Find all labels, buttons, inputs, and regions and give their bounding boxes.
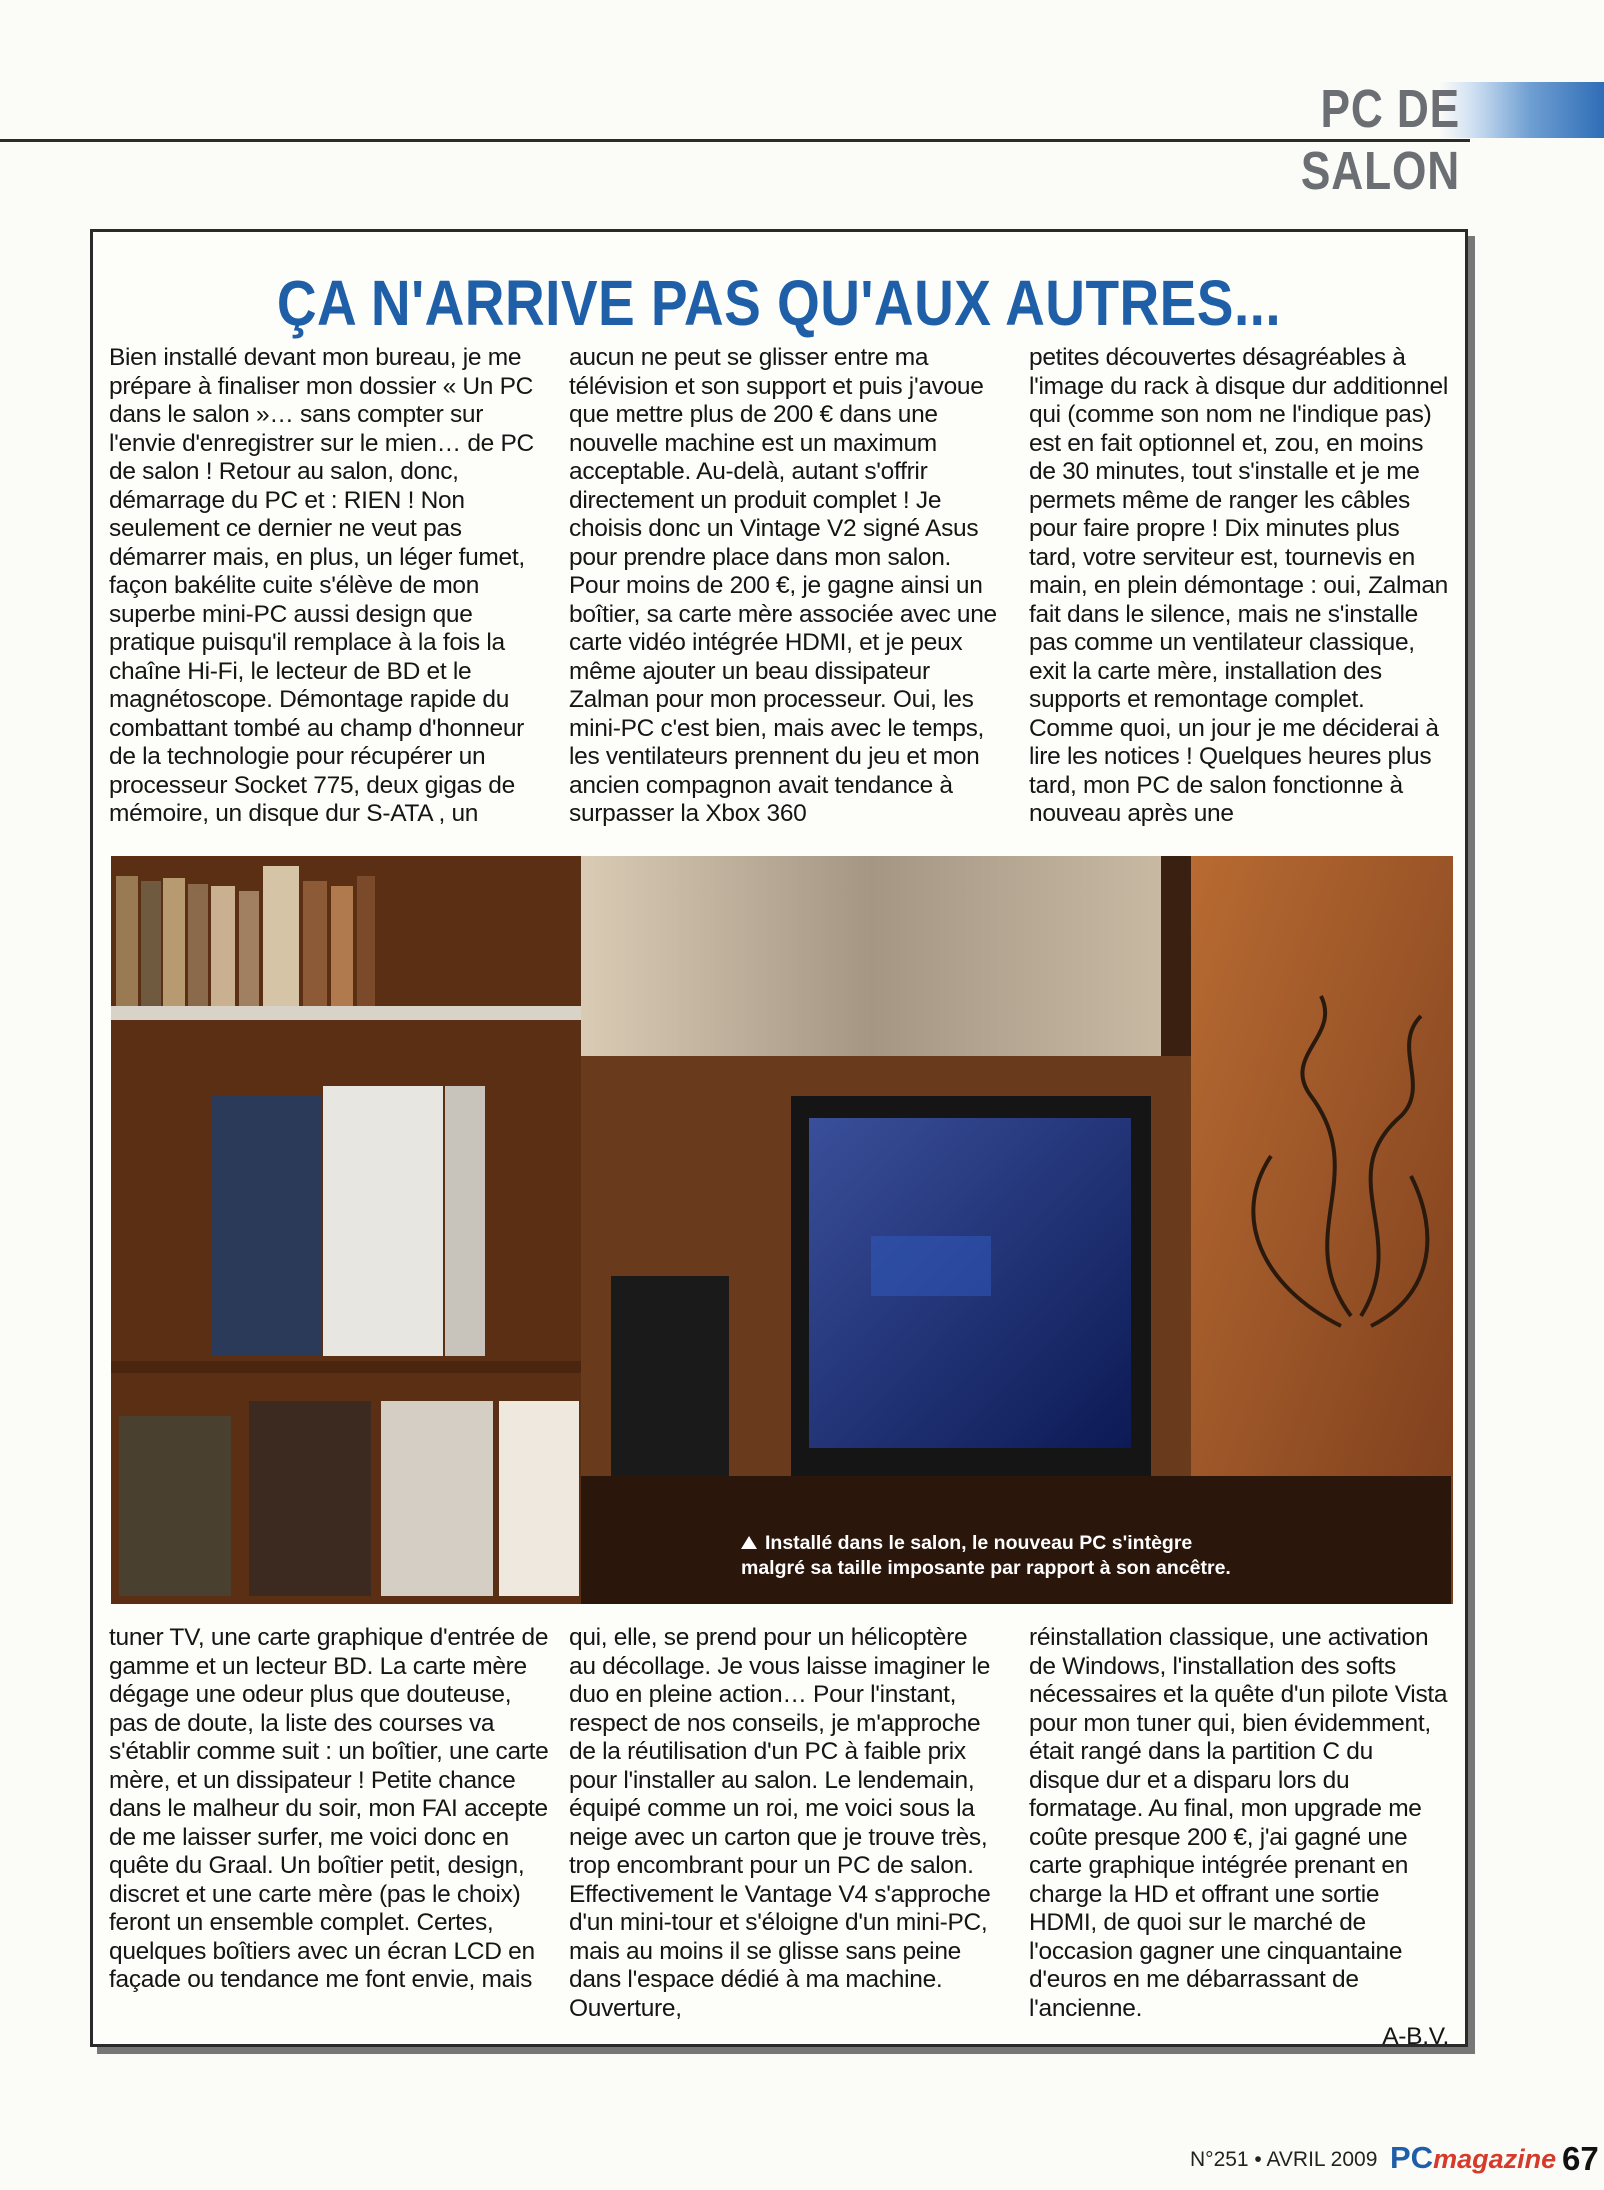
text-column-3 [1029,344,1449,829]
page-number: 67 [1562,2140,1599,2177]
text-column-5 [569,1624,999,2023]
photo-illustration [111,856,1453,1604]
magazine-logo: PCmagazine [1390,2140,1557,2175]
paragraph: réinstallation classique, une activation de Windows, l'installation des softs nécessaires et la quête d'un pilote Vista pour mon tuner qui, bien évidemment, était rangé dans la partition C du disque dur et a disparu lors du formatage. Au final, mon upgrade me coûte presque 200 €, j'ai gagné une carte graphique intégrée prenant en charge la HD et offrant une sortie HDMI, de quoi sur le marché de l'occasion gagner une cinquantaine d'euros en me débarrassant de l'ancienne. [1029,1624,1448,2022]
paragraph: qui, elle, se prend pour un hélicoptère au décollage. Je vous laisse imaginer le duo en pleine action… Pour l'instant, respect de nos conseils, je m'approche de la réutilisation d'un PC à faible prix pour l'installer au salon. Le lendemain, équipé comme un roi, me voici sous la neige avec un carton que je trouve très, trop encombrant pour un PC de salon. Effectivement le Vantage V4 s'approche d'un mini-tour et s'éloigne d'un mini-PC, mais au moins il se glisse sans peine dans l'espace dédié à ma machine. Ouverture, [569,1624,991,2022]
living-room-photo [111,856,1453,1604]
dvd-cases [119,1401,579,1596]
caption-line-2: malgré sa taille imposante par rapport à son ancêtre. [741,1557,1231,1579]
author-signature: A-B.V. [1382,2023,1449,2050]
page-footer [1190,2140,1599,2180]
section-tab [1440,82,1604,138]
paragraph: tuner TV, une carte graphique d'entrée de gamme et un lecteur BD. La carte mère dégage une odeur plus que douteuse, pas de doute, la liste des courses va s'établir comme suit : un boîtier, une carte mère, et un dissipateur ! Petite chance dans le malheur du soir, mon FAI accepte de me laisser surfer, me voici donc en quête du Graal. Un boîtier petit, design, discret et une carte mère (pas le choix) feront un ensemble complet. Certes, quelques boîtiers avec un écran LCD en façade ou tendance me font envie, mais [109,1624,549,1993]
text-column-4 [109,1624,549,1995]
photo-caption [741,1531,1341,1581]
article-title: ÇA N'ARRIVE PAS QU'AUX AUTRES... [276,267,1282,339]
caption-line-1: Installé dans le salon, le nouveau PC s'intègre [741,1531,1341,1556]
text-column-6 [1029,1624,1449,2052]
paragraph: Bien installé devant mon bureau, je me prépare à finaliser mon dossier « Un PC dans le salon »… sans compter sur l'envie d'enregistrer sur le mien… de PC de salon ! Retour au salon, donc, démarrage du PC et : RIEN ! Non seulement ce dernier ne veut pas démarrer mais, en plus, un léger fumet, façon bakélite cuite s'élève de mon superbe mini-PC aussi design que pratique puisqu'il remplace à la fois la chaîne Hi-Fi, le lecteur de BD et le magnétoscope. Démontage rapide du combattant tombé au champ d'honneur de la technologie pour récupérer un processeur Socket 775, deux gigas de mémoire, un disque dur S-ATA , un [109,344,534,827]
paragraph: aucun ne peut se glisser entre ma télévision et son support et puis j'avoue que mettre plus de 200 € dans une nouvelle machine est un maximum acceptable. Au-delà, autant s'offrir directement un produit complet ! Je choisis donc un Vintage V2 signé Asus pour prendre place dans mon salon. Pour moins de 200 €, je gagne ainsi un boîtier, sa carte mère associée avec une carte vidéo intégrée HDMI, et je peux même ajouter un beau dissipateur Zalman pour mon processeur. Oui, les mini-PC c'est bien, mais avec le temps, les ventilateurs prennent du jeu et mon ancien compagnon avait tendance à surpasser la Xbox 360 [569,344,997,827]
text-column-2 [569,344,999,829]
triangle-icon [741,1536,757,1549]
section-title: PC DE SALON [1300,79,1460,201]
article-box [90,229,1468,2050]
text-column-1 [109,344,549,829]
paragraph: petites découvertes désagréables à l'image du rack à disque dur additionnel qui (comme son nom ne l'indique pas) est en fait optionnel et, zou, en moins de 30 minutes, tout s'installe et je me permets même de ranger les câbles pour faire propre ! Dix minutes plus tard, votre serviteur est, tournevis en main, en plein démontage : oui, Zalman fait dans le silence, mais ne s'installe pas comme un ventilateur classique, exit la carte mère, installation des supports et remontage complet. Comme quoi, un jour je me déciderai à lire les notices ! Quelques heures plus tard, mon PC de salon fonctionne à nouveau après une [1029,344,1448,827]
issue-date: N°251 • AVRIL 2009 [1190,2148,1378,2171]
television [791,1096,1151,1476]
